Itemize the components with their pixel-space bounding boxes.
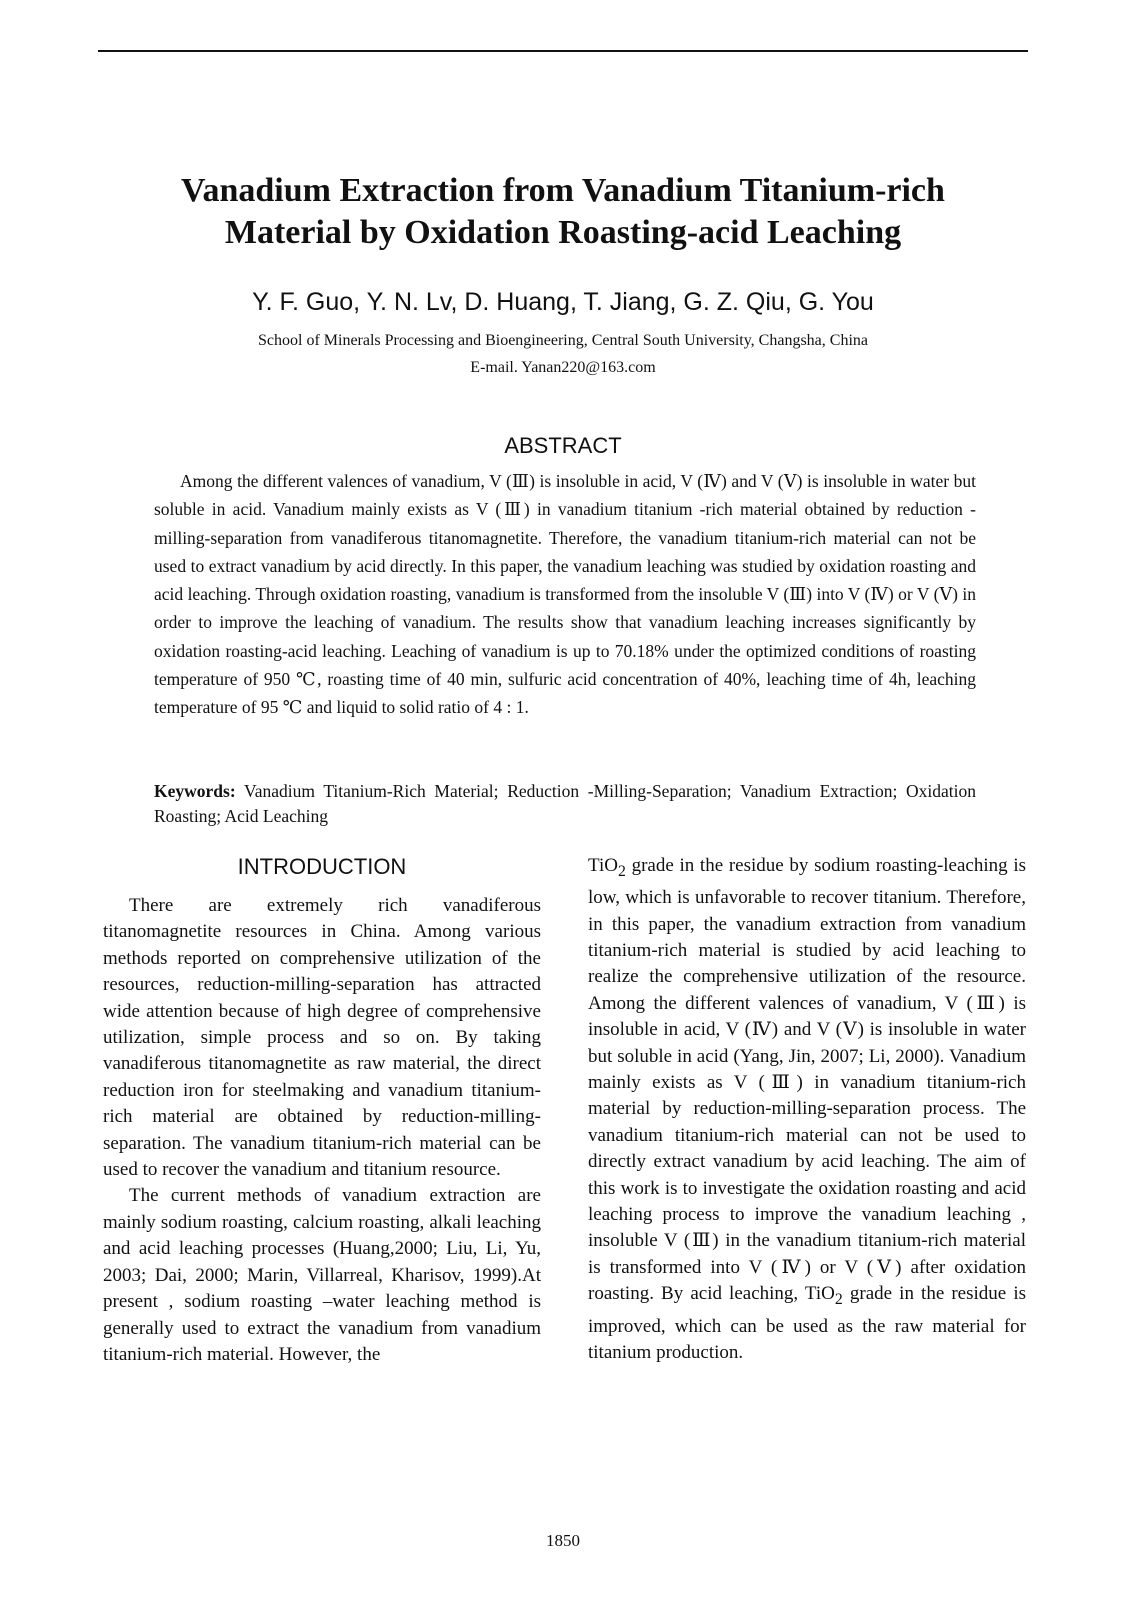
author-list: Y. F. Guo, Y. N. Lv, D. Huang, T. Jiang, G. Z. Qiu, G. You — [252, 288, 874, 316]
paragraph-3-text-a: grade in the residue by sodium roasting-leaching is low, which is unfavorable to recover titanium. Therefore, in this paper, the vanadium extraction from vanadium titanium-rich material is studied by acid leaching to realize the comprehensive utilization of the resource. Among the different valences of vanadium, V (Ⅲ) is insoluble in acid, V (Ⅳ) and V (Ⅴ) is insoluble in water but soluble in acid (Yang, Jin, 2007; Li, 2000). Vanadium mainly exists as V (Ⅲ) in vanadium titanium-rich material by reduction-milling-separation process. The vanadium titanium-rich material can not be used to directly extract vanadium by acid leaching. The aim of this work is to investigate the oxidation roasting and acid leaching process to improve the vanadium leaching , insoluble V (Ⅲ) in the vanadium titanium-rich material is transformed into V (Ⅳ) or V (Ⅴ) after oxidation roasting. By acid leaching, — [588, 855, 1026, 1305]
paper-title — [130, 170, 996, 254]
keywords — [154, 779, 976, 829]
header-rule — [98, 50, 1028, 52]
right-column — [588, 853, 1026, 1366]
page-number: 1850 — [546, 1531, 580, 1550]
tio2-formula: TiO — [588, 855, 618, 876]
left-column — [103, 853, 541, 1368]
keywords-label: Keywords: — [154, 781, 236, 801]
tio2-subscript: 2 — [617, 862, 626, 880]
abstract-text: Among the different valences of vanadium, V (Ⅲ) is insoluble in acid, V (Ⅳ) and V (Ⅴ) is insoluble in water but soluble in acid. Vanadium mainly exists as V (Ⅲ) in vanadium titanium -rich material obtained by reduction -milling-separation from vanadiferous titanomagnetite. Therefore, the vanadium titanium-rich material can not be used to extract vanadium by acid directly. In this paper, the vanadium leaching was studied by oxidation roasting and acid leaching. Through oxidation roasting, vanadium is transformed from the insoluble V (Ⅲ) into V (Ⅳ) or V (Ⅴ) in order to improve the leaching of vanadium. The results show that vanadium leaching increases significantly by oxidation roasting-acid leaching. Leaching of vanadium is up to 70.18% under the optimized conditions of roasting temperature of 950 ℃, roasting time of 40 min, sulfuric acid concentration of 40%, leaching time of 4h, leaching temperature of 95 ℃ and liquid to solid ratio of 4 : 1. — [154, 471, 976, 718]
introduction-paragraph-2: The current methods of vanadium extraction are mainly sodium roasting, calcium roasting, alkali leaching and acid leaching processes (Huang,2000; Liu, Li, Yu, 2003; Dai, 2000; Marin, Villarreal, Kharisov, 1999).At present , sodium roasting –water leaching method is generally used to extract the vanadium from vanadium titanium-rich material. However, the — [103, 1185, 541, 1365]
introduction-paragraph-3 — [588, 853, 1026, 1366]
tio2-formula-2: TiO — [804, 1283, 835, 1305]
abstract-heading: ABSTRACT — [504, 433, 622, 458]
affiliation: School of Minerals Processing and Bioengineering, Central South University, Changsha, China — [258, 332, 868, 349]
title-line-1: Vanadium Extraction from Vanadium Titanium-rich — [181, 172, 945, 209]
introduction-paragraph-1: There are extremely rich vanadiferous titanomagnetite resources in China. Among various methods reported on comprehensive utilization of the resources, reduction-milling-separation has attracted wide attention because of high degree of comprehensive utilization, simple process and so on. By taking vanadiferous titanomagnetite as raw material, the direct reduction iron for steelmaking and vanadium titanium-rich material are obtained by reduction-milling-separation. The vanadium titanium-rich material can be used to recover the vanadium and titanium resource. — [103, 895, 541, 1181]
title-line-2: Material by Oxidation Roasting-acid Leaching — [224, 214, 902, 251]
paragraph-3-text-b: grade in the residue is improved, which can be used as the raw material for titanium production. — [588, 1283, 1026, 1363]
keywords-text: Vanadium Titanium-Rich Material; Reduction -Milling-Separation; Vanadium Extraction; Oxidation Roasting; Acid Leaching — [154, 781, 977, 826]
contact-email: E-mail. Yanan220@163.com — [470, 359, 656, 376]
tio2-subscript-2: 2 — [834, 1291, 843, 1309]
introduction-heading: INTRODUCTION — [237, 854, 407, 879]
